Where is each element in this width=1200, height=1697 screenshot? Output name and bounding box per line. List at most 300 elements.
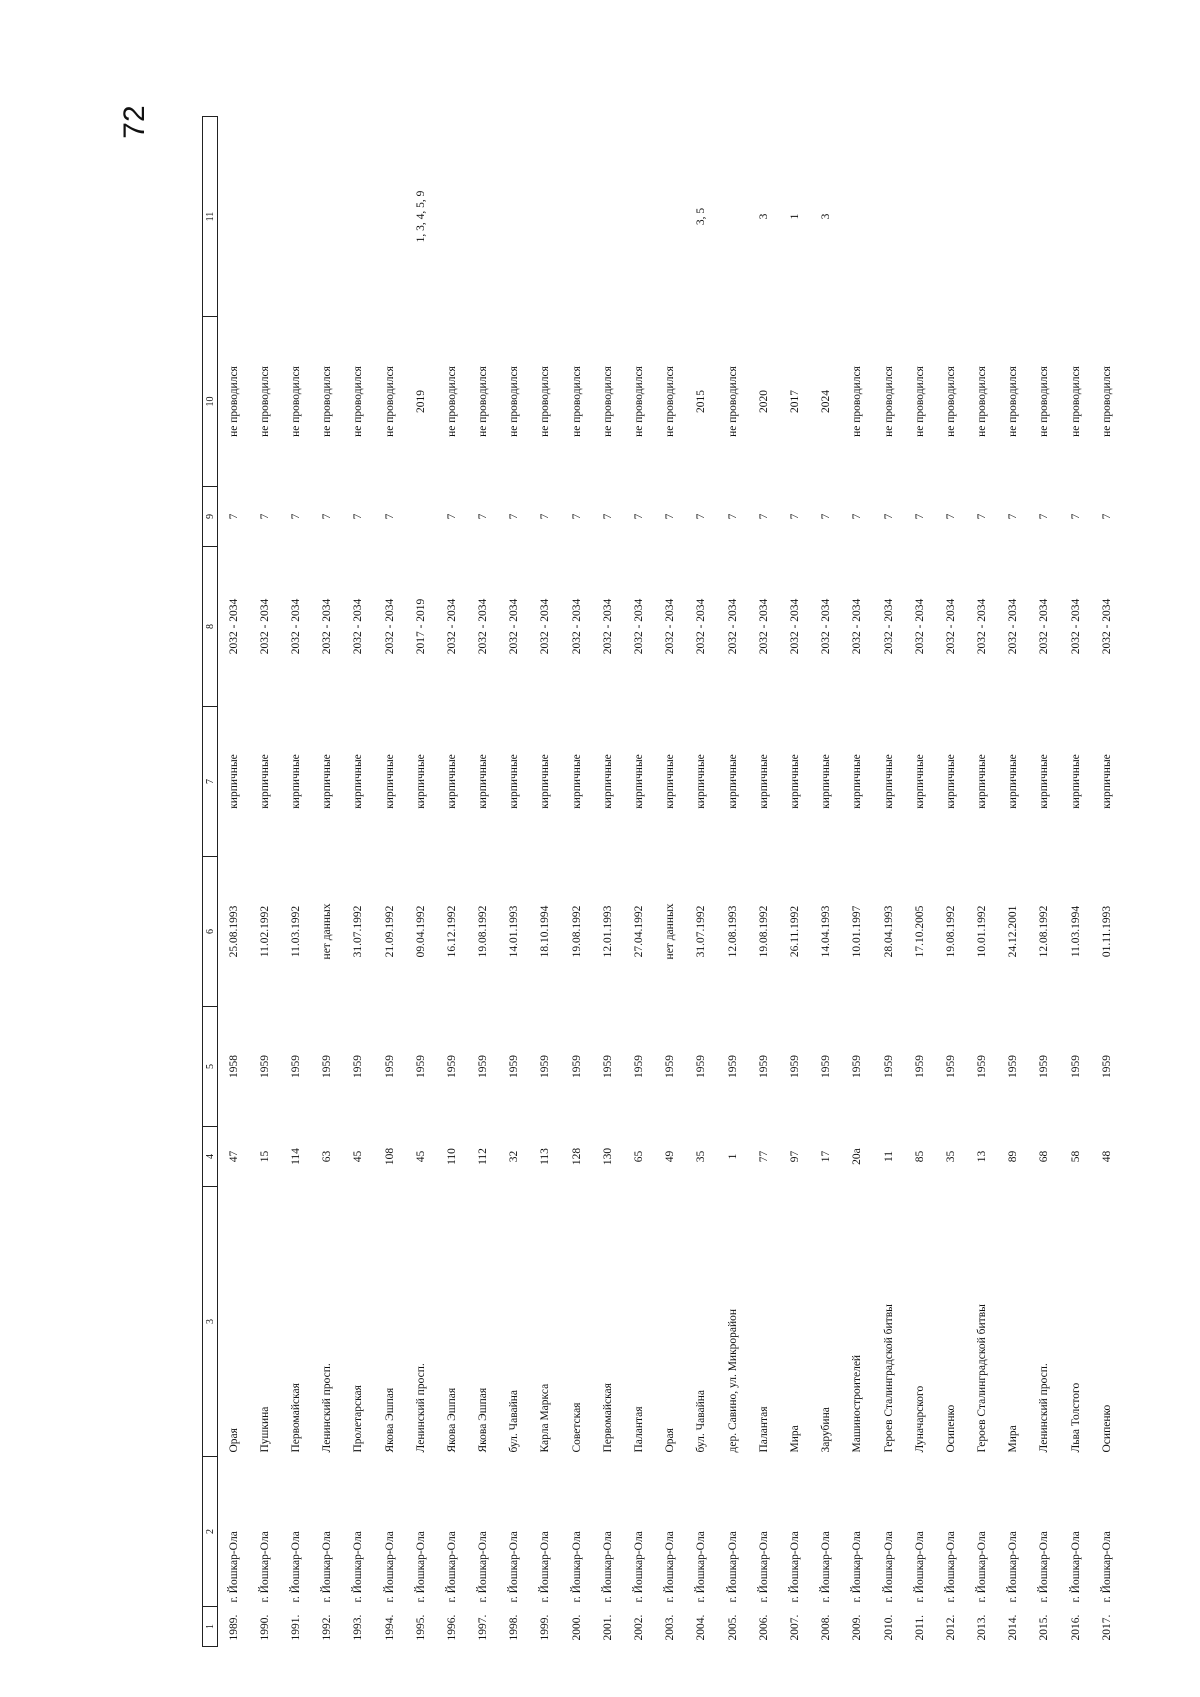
table-cell-col-9: 7 [258, 513, 271, 520]
table-cell-col-9: 7 [539, 513, 552, 520]
table-row [655, 117, 686, 1647]
column-header-4: 4 [203, 1127, 218, 1187]
table-cell-col-10: не проводился [477, 366, 490, 437]
table-cell-col-7: кирпичные [414, 754, 427, 809]
table-cell-col-10: не проводился [539, 366, 552, 437]
table-cell-col-2: г. Йошкар-Ола [321, 1531, 334, 1603]
table-cell-col-4: 45 [352, 1150, 365, 1163]
table-cell-col-6: 12.08.1992 [1038, 905, 1051, 958]
table-cell-col-7: кирпичные [882, 754, 895, 809]
table-cell-col-8: 2032 - 2034 [383, 598, 396, 655]
table-cell-col-3: бул. Чавайна [508, 1389, 521, 1453]
table-cell-col-1: 2014. [1007, 1614, 1020, 1641]
table-cell-col-2: г. Йошкар-Ола [1038, 1531, 1051, 1603]
table-row [280, 117, 311, 1647]
table-cell-col-10: не проводился [1007, 366, 1020, 437]
table-cell-col-7: кирпичные [726, 754, 739, 809]
table-cell-col-3: Первомайская [601, 1383, 614, 1453]
table-cell-col-5: 1959 [788, 1055, 801, 1078]
table-cell-col-2: г. Йошкар-Ола [944, 1531, 957, 1603]
table-cell-col-5: 1959 [258, 1055, 271, 1078]
table-cell-col-4: 1 [726, 1153, 739, 1160]
table-cell-col-9: 7 [788, 513, 801, 520]
table-cell-col-4: 85 [913, 1150, 926, 1163]
table-cell-col-7: кирпичные [1100, 754, 1113, 809]
table-cell-col-5: 1959 [1007, 1055, 1020, 1078]
table-cell-col-8: 2032 - 2034 [289, 598, 302, 655]
table-cell-col-3: Машиностроителей [851, 1354, 864, 1453]
table-row [436, 117, 467, 1647]
table-cell-col-4: 20а [851, 1148, 864, 1165]
table-cell-col-8: 2032 - 2034 [851, 598, 864, 655]
table-cell-col-2: г. Йошкар-Ола [664, 1531, 677, 1603]
table-cell-col-6: 26.11.1992 [788, 905, 801, 958]
table-cell-col-4: 113 [539, 1148, 552, 1165]
table-cell-col-10: 2017 [788, 390, 801, 413]
table-row [468, 117, 499, 1647]
table-cell-col-8: 2032 - 2034 [1038, 598, 1051, 655]
table-row [904, 117, 935, 1647]
table-cell-col-9: 7 [227, 513, 240, 520]
table-cell-col-2: г. Йошкар-Ола [414, 1531, 427, 1603]
table-cell-col-9: 7 [726, 513, 739, 520]
table-cell-col-7: кирпичные [664, 754, 677, 809]
table-cell-col-11: 1, 3, 4, 5, 9 [414, 190, 427, 243]
table-cell-col-7: кирпичные [633, 754, 646, 809]
table-cell-col-8: 2032 - 2034 [664, 598, 677, 655]
table-cell-col-3: Осипенко [1100, 1404, 1113, 1453]
table-cell-col-4: 35 [944, 1150, 957, 1163]
table-row [405, 117, 436, 1647]
table-cell-col-10: не проводился [913, 366, 926, 437]
table-cell-col-3: бул. Чавайна [695, 1389, 708, 1453]
column-header-6: 6 [203, 857, 218, 1007]
table-row [686, 117, 717, 1647]
table-cell-col-10: не проводился [664, 366, 677, 437]
table-cell-col-11 [1091, 117, 1122, 317]
table-cell-col-5: 1959 [321, 1055, 334, 1078]
table-cell-col-1: 2011. [913, 1615, 926, 1641]
table-cell-col-8: 2032 - 2034 [882, 598, 895, 655]
table-cell-col-3: Орая [664, 1428, 677, 1453]
table-cell-col-5: 1959 [289, 1055, 302, 1078]
table-cell-col-2: г. Йошкар-Ола [601, 1531, 614, 1603]
table-cell-col-4: 89 [1007, 1150, 1020, 1163]
table-cell-col-11 [873, 117, 904, 317]
table-cell-col-11 [530, 117, 561, 317]
table-cell-col-9: 7 [695, 513, 708, 520]
table-cell-col-1: 2007. [788, 1614, 801, 1641]
table-cell-col-8: 2032 - 2034 [321, 598, 334, 655]
table-cell-col-9: 7 [851, 513, 864, 520]
table-cell-col-10: не проводился [289, 366, 302, 437]
table-cell-col-8: 2032 - 2034 [944, 598, 957, 655]
table-cell-col-11 [1029, 117, 1060, 317]
table-cell-col-10: не проводился [383, 366, 396, 437]
table-cell-col-6: 21.09.1992 [383, 905, 396, 958]
table-cell-col-11 [623, 117, 654, 317]
table-cell-col-3: Пролетарская [352, 1385, 365, 1453]
table-cell-col-9: 7 [913, 513, 926, 520]
table-cell-col-4: 77 [757, 1150, 770, 1163]
table-cell-col-6: нет данных [664, 903, 677, 960]
table-cell-col-4: 130 [601, 1147, 614, 1166]
table-cell-col-1: 2016. [1069, 1614, 1082, 1641]
table-cell-col-7: кирпичные [757, 754, 770, 809]
table-cell-col-3: Ленинский просп. [414, 1363, 427, 1453]
table-cell-col-3: Пушкина [258, 1406, 271, 1453]
table-cell-col-2: г. Йошкар-Ола [1007, 1531, 1020, 1603]
table-cell-col-2: г. Йошкар-Ола [508, 1531, 521, 1603]
table-cell-col-5: 1959 [414, 1055, 427, 1078]
table-cell-col-10: не проводился [508, 366, 521, 437]
table-cell-col-8: 2032 - 2034 [1069, 598, 1082, 655]
table-cell-col-1: 2003. [664, 1614, 677, 1641]
table-row [717, 117, 748, 1647]
table-cell-col-1: 2013. [976, 1614, 989, 1641]
table-cell-col-8: 2032 - 2034 [726, 598, 739, 655]
table-cell-col-2: г. Йошкар-Ола [757, 1531, 770, 1603]
table-cell-col-10: не проводился [321, 366, 334, 437]
table-cell-col-5: 1959 [445, 1055, 458, 1078]
table-cell-col-5: 1959 [851, 1055, 864, 1078]
table-cell-col-10: 2024 [820, 390, 833, 413]
table-cell-col-5: 1959 [601, 1055, 614, 1078]
table-cell-col-3: Якова Эшпая [445, 1387, 458, 1453]
table-row [499, 117, 530, 1647]
table-cell-col-7: кирпичные [913, 754, 926, 809]
table-cell-col-4: 68 [1038, 1150, 1051, 1163]
table-cell-col-8: 2032 - 2034 [913, 598, 926, 655]
table-cell-col-1: 2000. [570, 1614, 583, 1641]
table-cell-col-11 [249, 117, 280, 317]
table-cell-col-6: 31.07.1992 [695, 905, 708, 958]
table-cell-col-8: 2032 - 2034 [976, 598, 989, 655]
table-cell-col-7: кирпичные [976, 754, 989, 809]
table-cell-col-1: 2001. [601, 1614, 614, 1641]
table-cell-col-4: 17 [820, 1150, 833, 1163]
table-cell-col-6: нет данных [321, 903, 334, 960]
table-cell-col-5: 1959 [695, 1055, 708, 1078]
table-cell-col-4: 108 [383, 1147, 396, 1166]
table-cell-col-4: 11 [882, 1150, 895, 1163]
table-cell-col-11 [904, 117, 935, 317]
table-cell-col-10: не проводился [1100, 366, 1113, 437]
table-cell-col-1: 2010. [882, 1614, 895, 1641]
table-cell-col-7: кирпичные [944, 754, 957, 809]
table-cell-col-11 [218, 117, 250, 317]
table-cell-col-8: 2032 - 2034 [788, 598, 801, 655]
table-cell-col-6: 19.08.1992 [477, 905, 490, 958]
table-cell-col-2: г. Йошкар-Ола [820, 1531, 833, 1603]
table-cell-col-11 [592, 117, 623, 317]
table-cell-col-6: 09.04.1992 [414, 905, 427, 958]
table-cell-col-9: 7 [352, 513, 365, 520]
table-cell-col-8: 2032 - 2034 [757, 598, 770, 655]
table-cell-col-7: кирпичные [383, 754, 396, 809]
table-cell-col-11: 3 [820, 213, 833, 220]
column-header-3: 3 [203, 1187, 218, 1457]
table-cell-col-6: 25.08.1993 [227, 905, 240, 958]
table-cell-col-7: кирпичные [695, 754, 708, 809]
table-row [998, 117, 1029, 1647]
table-cell-col-3: Карла Маркса [539, 1383, 552, 1453]
table-cell-col-2: г. Йошкар-Ола [570, 1531, 583, 1603]
table-cell-col-6: 17.10.2005 [913, 905, 926, 958]
table-cell-col-2: г. Йошкар-Ола [1069, 1531, 1082, 1603]
table-cell-col-8: 2032 - 2034 [352, 598, 365, 655]
table-cell-col-5: 1959 [944, 1055, 957, 1078]
table-cell-col-1: 1991. [289, 1614, 302, 1641]
table-row [779, 117, 810, 1647]
column-header-9: 9 [203, 487, 218, 547]
table-cell-col-4: 48 [1100, 1150, 1113, 1163]
table-cell-col-1: 1993. [352, 1614, 365, 1641]
header-row [203, 117, 218, 1647]
table-row [623, 117, 654, 1647]
table-cell-col-6: 31.07.1992 [352, 905, 365, 958]
table-cell-col-8: 2032 - 2034 [1100, 598, 1113, 655]
table-cell-col-6: 12.08.1993 [726, 905, 739, 958]
column-header-7: 7 [203, 707, 218, 857]
table-cell-col-6: 11.02.1992 [258, 905, 271, 958]
table-cell-col-2: г. Йошкар-Ола [633, 1531, 646, 1603]
table-cell-col-9: 7 [757, 513, 770, 520]
table-cell-col-5: 1959 [383, 1055, 396, 1078]
table-cell-col-6: 11.03.1992 [289, 905, 302, 958]
table-cell-col-4: 110 [445, 1148, 458, 1165]
table-cell-col-3: Палантая [633, 1406, 646, 1453]
table-cell-col-2: г. Йошкар-Ола [383, 1531, 396, 1603]
table-cell-col-10: 2020 [757, 390, 770, 413]
table-cell-col-6: 10.01.1992 [976, 905, 989, 958]
table-cell-col-1: 1999. [539, 1614, 552, 1641]
table-cell-col-9 [405, 487, 436, 547]
table-cell-col-9: 7 [570, 513, 583, 520]
table-cell-col-3: Зарубина [820, 1407, 833, 1453]
table-cell-col-8: 2032 - 2034 [445, 598, 458, 655]
table-cell-col-4: 114 [289, 1148, 302, 1165]
table-cell-col-4: 47 [227, 1150, 240, 1163]
table-cell-col-11 [312, 117, 343, 317]
table-row [1091, 117, 1122, 1647]
table-cell-col-10: не проводился [633, 366, 646, 437]
table-cell-col-5: 1959 [508, 1055, 521, 1078]
table-cell-col-10: не проводился [258, 366, 271, 437]
table-cell-col-4: 15 [258, 1150, 271, 1163]
table-cell-col-6: 24.12.2001 [1007, 905, 1020, 958]
table-row [935, 117, 966, 1647]
table-cell-col-10: не проводился [1038, 366, 1051, 437]
table-cell-col-1: 1996. [445, 1614, 458, 1641]
table-cell-col-6: 19.08.1992 [570, 905, 583, 958]
table-cell-col-2: г. Йошкар-Ола [477, 1531, 490, 1603]
table-cell-col-6: 01.11.1993 [1100, 905, 1113, 958]
table-cell-col-11 [655, 117, 686, 317]
table-cell-col-6: 28.04.1993 [882, 905, 895, 958]
table-cell-col-5: 1959 [1100, 1055, 1113, 1078]
table-cell-col-4: 97 [788, 1150, 801, 1163]
table-cell-col-2: г. Йошкар-Ола [788, 1531, 801, 1603]
table-cell-col-7: кирпичные [258, 754, 271, 809]
table-cell-col-7: кирпичные [788, 754, 801, 809]
table-row [530, 117, 561, 1647]
table-cell-col-9: 7 [1069, 513, 1082, 520]
table-cell-col-7: кирпичные [321, 754, 334, 809]
table-cell-col-8: 2032 - 2034 [820, 598, 833, 655]
table-cell-col-10: не проводился [944, 366, 957, 437]
table-cell-col-7: кирпичные [289, 754, 302, 809]
table-cell-col-1: 1990. [258, 1614, 271, 1641]
table-cell-col-10: 2015 [695, 390, 708, 413]
table-cell-col-11: 1 [788, 213, 801, 220]
table-cell-col-6: 14.04.1993 [820, 905, 833, 958]
table-cell-col-7: кирпичные [601, 754, 614, 809]
table-cell-col-1: 2008. [820, 1614, 833, 1641]
table-cell-col-10: 2019 [414, 390, 427, 413]
table-cell-col-9: 7 [321, 513, 334, 520]
table-cell-col-1: 1989. [227, 1614, 240, 1641]
table-cell-col-11 [935, 117, 966, 317]
table-cell-col-2: г. Йошкар-Ола [227, 1531, 240, 1603]
table-cell-col-10: не проводился [601, 366, 614, 437]
table-cell-col-11 [561, 117, 592, 317]
table-cell-col-7: кирпичные [1069, 754, 1082, 809]
table-cell-col-7: кирпичные [508, 754, 521, 809]
table-cell-col-7: кирпичные [851, 754, 864, 809]
table-cell-col-6: 14.01.1993 [508, 905, 521, 958]
table-cell-col-11: 3, 5 [695, 207, 708, 226]
table-cell-col-11 [967, 117, 998, 317]
table-row [592, 117, 623, 1647]
table-cell-col-9: 7 [601, 513, 614, 520]
table-cell-col-5: 1959 [757, 1055, 770, 1078]
table-cell-col-3: Первомайская [289, 1383, 302, 1453]
table-cell-col-3: Мира [788, 1425, 801, 1453]
register-table-wrapper [202, 117, 1113, 1647]
table-cell-col-5: 1959 [1069, 1055, 1082, 1078]
table-row [842, 117, 873, 1647]
table-cell-col-3: дер. Савино, ул. Микрорайон [726, 1308, 739, 1453]
table-cell-col-1: 2006. [757, 1614, 770, 1641]
table-cell-col-7: кирпичные [477, 754, 490, 809]
table-cell-col-4: 45 [414, 1150, 427, 1163]
table-cell-col-3: Героев Сталинградской битвы [976, 1304, 989, 1453]
table-cell-col-6: 12.01.1993 [601, 905, 614, 958]
table-cell-col-8: 2032 - 2034 [1007, 598, 1020, 655]
table-cell-col-9: 7 [289, 513, 302, 520]
table-row [1029, 117, 1060, 1647]
table-row [873, 117, 904, 1647]
table-cell-col-2: г. Йошкар-Ола [976, 1531, 989, 1603]
table-row [312, 117, 343, 1647]
column-header-8: 8 [203, 547, 218, 707]
table-row [1060, 117, 1091, 1647]
table-cell-col-2: г. Йошкар-Ола [882, 1531, 895, 1603]
table-cell-col-1: 2015. [1038, 1614, 1051, 1641]
table-cell-col-7: кирпичные [570, 754, 583, 809]
table-cell-col-11 [374, 117, 405, 317]
table-cell-col-7: кирпичные [352, 754, 365, 809]
table-row [218, 117, 250, 1647]
table-header [203, 117, 218, 1647]
table-cell-col-1: 2017. [1100, 1614, 1113, 1641]
table-cell-col-3: Советская [570, 1402, 583, 1453]
table-cell-col-3: Осипенко [944, 1404, 957, 1453]
table-cell-col-2: г. Йошкар-Ола [289, 1531, 302, 1603]
table-cell-col-9: 7 [664, 513, 677, 520]
table-cell-col-4: 35 [695, 1150, 708, 1163]
table-cell-col-4: 65 [633, 1150, 646, 1163]
table-cell-col-10: не проводился [445, 366, 458, 437]
table-row [374, 117, 405, 1647]
table-cell-col-6: 18.10.1994 [539, 905, 552, 958]
table-cell-col-3: Ленинский просп. [1038, 1363, 1051, 1453]
table-cell-col-1: 2009. [851, 1614, 864, 1641]
table-cell-col-5: 1959 [726, 1055, 739, 1078]
table-cell-col-1: 2002. [633, 1614, 646, 1641]
table-row [561, 117, 592, 1647]
table-cell-col-11 [343, 117, 374, 317]
table-cell-col-9: 7 [944, 513, 957, 520]
table-row [811, 117, 842, 1647]
table-cell-col-8: 2032 - 2034 [695, 598, 708, 655]
table-cell-col-9: 7 [1100, 513, 1113, 520]
column-header-1: 1 [203, 1607, 218, 1647]
table-cell-col-2: г. Йошкар-Ола [258, 1531, 271, 1603]
table-cell-col-11 [998, 117, 1029, 317]
table-cell-col-1: 2004. [695, 1614, 708, 1641]
table-cell-col-6: 27.04.1992 [633, 905, 646, 958]
table-cell-col-9: 7 [1038, 513, 1051, 520]
table-cell-col-11: 3 [757, 213, 770, 220]
table-cell-col-2: г. Йошкар-Ола [539, 1531, 552, 1603]
table-cell-col-1: 1997. [477, 1614, 490, 1641]
table-cell-col-4: 13 [976, 1150, 989, 1163]
table-cell-col-9: 7 [633, 513, 646, 520]
table-cell-col-3: Орая [227, 1428, 240, 1453]
table-cell-col-5: 1959 [633, 1055, 646, 1078]
table-cell-col-10: не проводился [570, 366, 583, 437]
table-cell-col-10: не проводился [726, 366, 739, 437]
table-cell-col-10: не проводился [851, 366, 864, 437]
table-cell-col-9: 7 [1007, 513, 1020, 520]
table-cell-col-9: 7 [882, 513, 895, 520]
table-cell-col-3: Ленинский просп. [321, 1363, 334, 1453]
table-cell-col-4: 32 [508, 1150, 521, 1163]
table-cell-col-5: 1959 [882, 1055, 895, 1078]
table-cell-col-5: 1959 [539, 1055, 552, 1078]
table-cell-col-7: кирпичные [445, 754, 458, 809]
table-cell-col-9: 7 [976, 513, 989, 520]
table-cell-col-2: г. Йошкар-Ола [352, 1531, 365, 1603]
column-header-2: 2 [203, 1457, 218, 1607]
table-row [748, 117, 779, 1647]
table-cell-col-5: 1959 [477, 1055, 490, 1078]
table-cell-col-8: 2032 - 2034 [570, 598, 583, 655]
table-cell-col-7: кирпичные [227, 754, 240, 809]
table-cell-col-1: 1994. [383, 1614, 396, 1641]
table-cell-col-1: 1992. [321, 1614, 334, 1641]
table-cell-col-6: 10.01.1997 [851, 905, 864, 958]
table-row [249, 117, 280, 1647]
table-cell-col-8: 2032 - 2034 [477, 598, 490, 655]
table-row [343, 117, 374, 1647]
table-cell-col-6: 11.03.1994 [1069, 905, 1082, 958]
table-cell-col-9: 7 [508, 513, 521, 520]
table-cell-col-8: 2032 - 2034 [227, 598, 240, 655]
table-cell-col-10: не проводился [976, 366, 989, 437]
